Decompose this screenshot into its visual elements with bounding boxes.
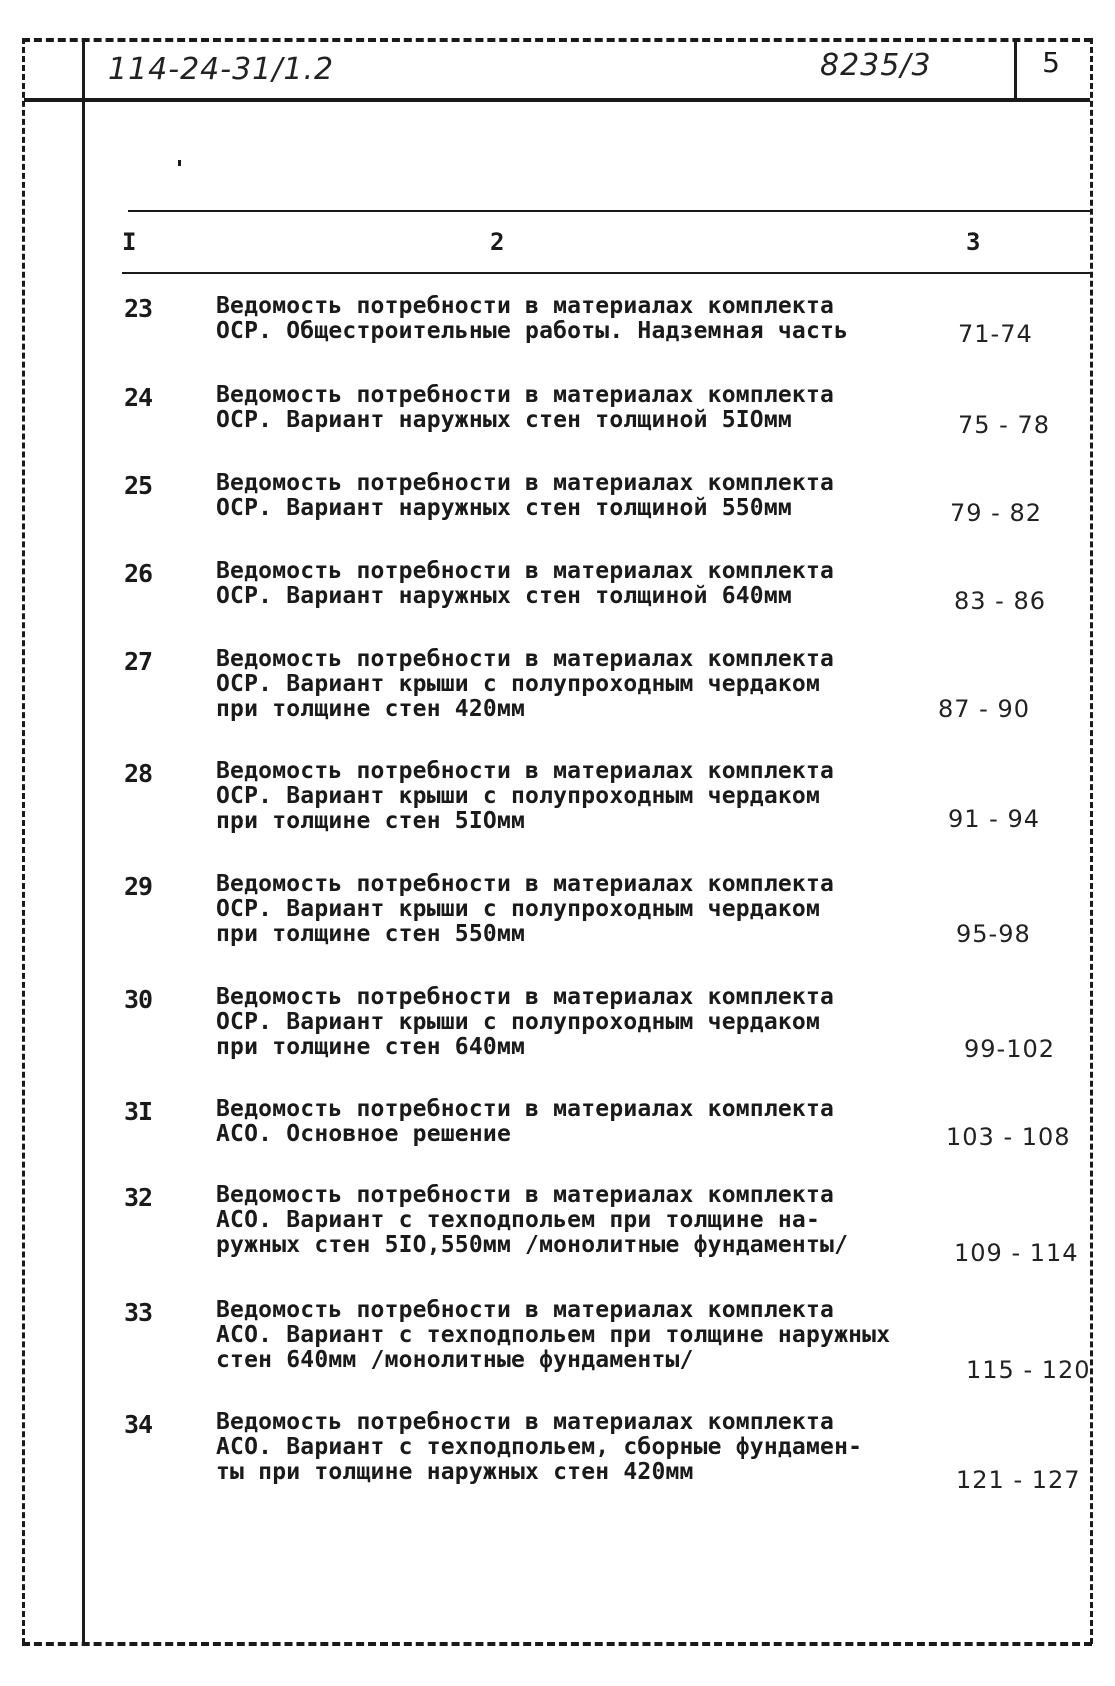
row-title: Ведомость потребности в материалах комплекта ОСР. Вариант крыши с полупроходным чердаком при толщине стен 550мм <box>216 871 835 947</box>
row-pages: 75 - 78 <box>958 411 1050 439</box>
sheet-number: 5 <box>1042 46 1060 79</box>
frame-bottom-border <box>22 1642 1092 1646</box>
row-title: Ведомость потребности в материалах комплекта ОСР. Вариант крыши с полупроходным чердаком при толщине стен 5IОмм <box>216 758 835 834</box>
table-header-top-rule <box>128 210 1090 212</box>
row-number: 3I <box>124 1097 153 1126</box>
row-pages: 91 - 94 <box>948 805 1040 833</box>
frame-top-border <box>22 38 1092 42</box>
row-title: Ведомость потребности в материалах комплекта АСО. Вариант с техподпольем при толщине наружных стен 640мм /монолитные фундаменты/ <box>216 1297 891 1373</box>
stray-ink-mark <box>178 160 181 166</box>
title-block-line <box>24 98 1090 102</box>
row-title: Ведомость потребности в материалах комплекта ОСР. Вариант крыши с полупроходным чердаком при толщине стен 640мм <box>216 984 835 1060</box>
table-header-bottom-rule <box>122 272 1090 274</box>
frame-left-border <box>22 38 25 1644</box>
row-number: 24 <box>124 383 153 412</box>
row-pages: 71-74 <box>958 320 1033 348</box>
row-title: Ведомость потребности в материалах комплекта АСО. Основное решение <box>216 1096 835 1147</box>
column-header-title: 2 <box>490 228 505 256</box>
document-code: 114-24-31/1.2 <box>108 52 335 87</box>
row-number: 33 <box>124 1298 153 1327</box>
row-pages: 121 - 127 <box>956 1466 1081 1494</box>
row-pages: 83 - 86 <box>954 587 1046 615</box>
row-number: 32 <box>124 1183 153 1212</box>
row-number: 29 <box>124 872 153 901</box>
row-title: Ведомость потребности в материалах комплекта ОСР. Вариант наружных стен толщиной 640мм <box>216 558 835 609</box>
frame-right-border <box>1090 38 1093 1644</box>
row-pages: 99-102 <box>964 1035 1056 1063</box>
row-number: 30 <box>124 985 153 1014</box>
column-header-pages: 3 <box>966 228 981 256</box>
row-title: Ведомость потребности в материалах комплекта ОСР. Общестроительные работы. Надземная часть <box>216 293 849 344</box>
column-header-number: I <box>122 228 137 256</box>
sheet-number-divider <box>1014 40 1017 98</box>
row-title: Ведомость потребности в материалах комплекта АСО. Вариант с техподпольем, сборные фундамен- ты при толщине наружных стен 420мм <box>216 1409 863 1485</box>
row-pages: 79 - 82 <box>950 499 1042 527</box>
row-number: 28 <box>124 759 153 788</box>
row-number: 26 <box>124 559 153 588</box>
row-title: Ведомость потребности в материалах комплекта АСО. Вариант с техподпольем при толщине на- ружных стен 5IО,550мм /монолитные фундаменты/ <box>216 1182 849 1258</box>
row-pages: 95-98 <box>956 920 1031 948</box>
row-number: 34 <box>124 1410 153 1439</box>
row-number: 25 <box>124 471 153 500</box>
inventory-number: 8235/3 <box>820 48 932 83</box>
row-number: 23 <box>124 294 153 323</box>
row-title: Ведомость потребности в материалах комплекта ОСР. Вариант наружных стен толщиной 5IОмм <box>216 382 835 433</box>
row-pages: 103 - 108 <box>946 1123 1071 1151</box>
frame-binding-margin-line <box>82 38 85 1644</box>
row-pages: 109 - 114 <box>954 1239 1079 1267</box>
row-number: 27 <box>124 647 153 676</box>
row-pages: 87 - 90 <box>938 695 1030 723</box>
row-title: Ведомость потребности в материалах комплекта ОСР. Вариант наружных стен толщиной 550мм <box>216 470 835 521</box>
row-pages: 115 - 120 <box>966 1356 1091 1384</box>
row-title: Ведомость потребности в материалах комплекта ОСР. Вариант крыши с полупроходным чердаком при толщине стен 420мм <box>216 646 835 722</box>
